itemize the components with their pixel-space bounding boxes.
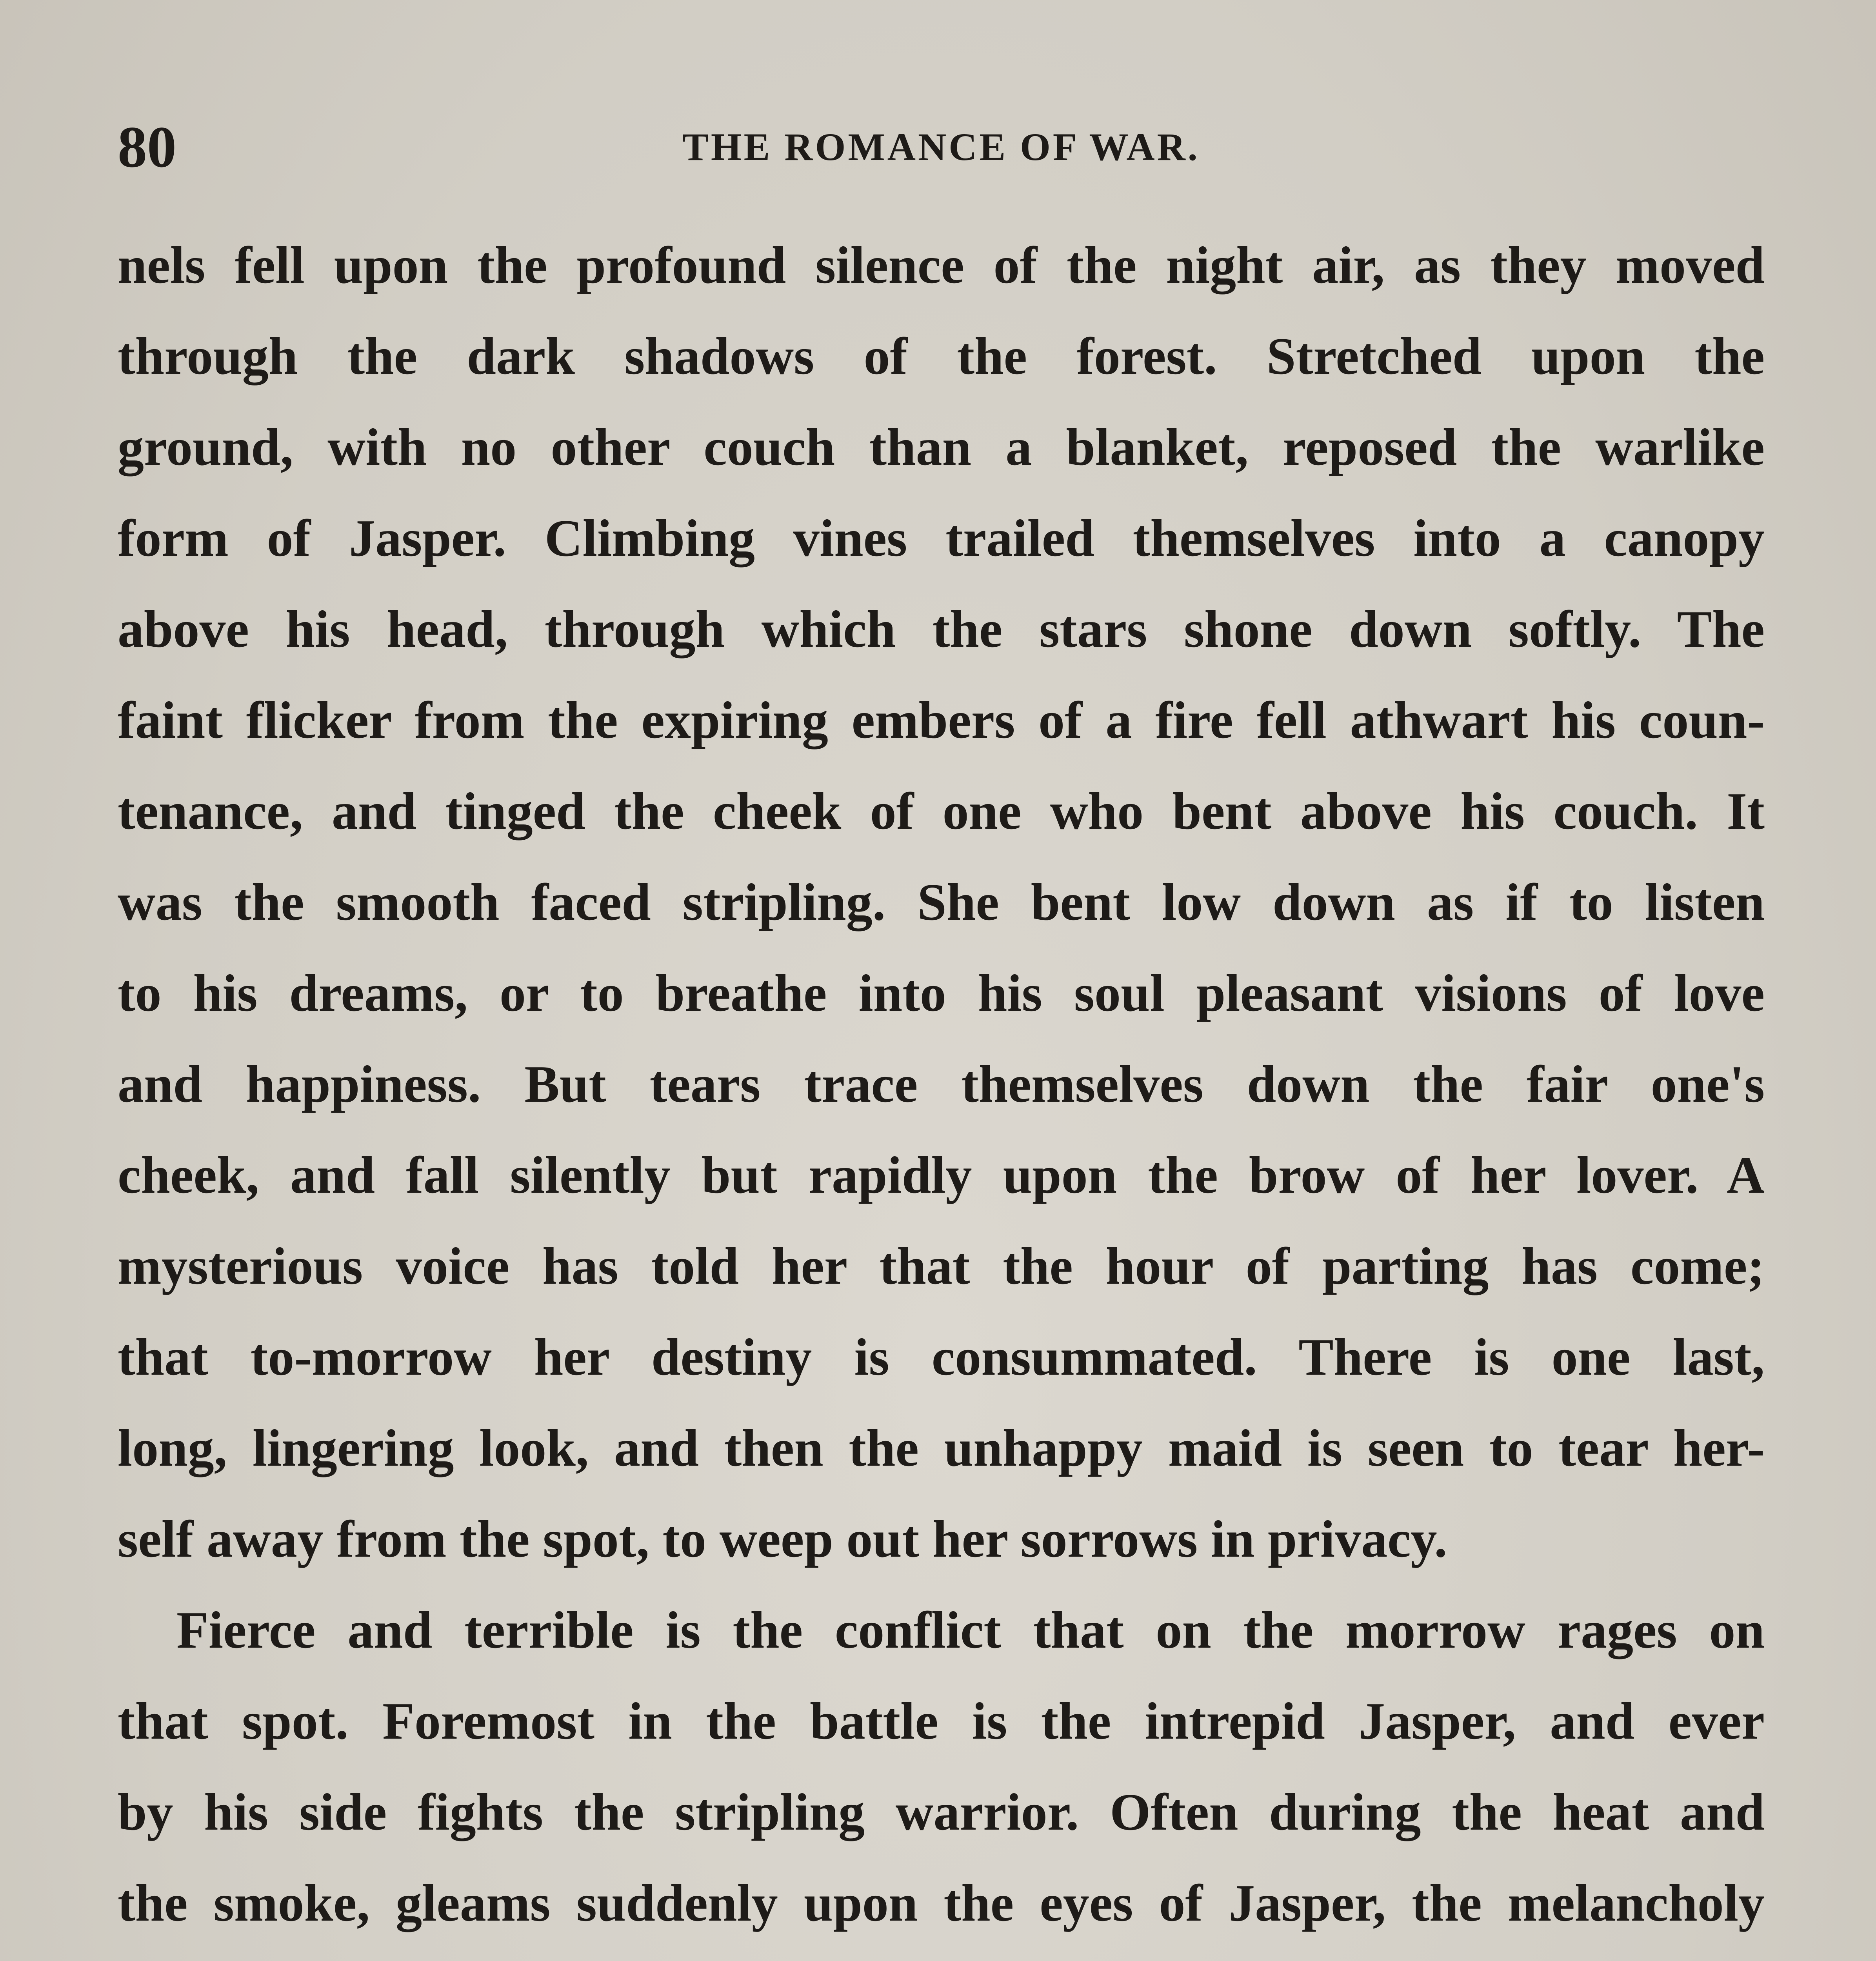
- running-title: THE ROMANCE OF WAR.: [682, 125, 1200, 169]
- body-text: [118, 220, 1765, 1961]
- text-line: form of Jasper. Climbing vines trailed themselves into a canopy: [118, 509, 1765, 567]
- text-line: cheek, and fall silently but rapidly upon the brow of her lover. A: [118, 1146, 1765, 1204]
- text-line: ground, with no other couch than a blanket, reposed the warlike: [118, 418, 1765, 476]
- text-line: the smoke, gleams suddenly upon the eyes of Jasper, the melancholy: [118, 1874, 1765, 1932]
- text-line: that to-morrow her destiny is consummated. There is one last,: [118, 1328, 1765, 1386]
- text-line: by his side fights the stripling warrior. Often during the heat and: [118, 1783, 1765, 1841]
- text-line: through the dark shadows of the forest. Stretched upon the: [118, 327, 1765, 385]
- text-line: was the smooth faced stripling. She bent low down as if to listen: [118, 873, 1765, 931]
- text-line: long, lingering look, and then the unhappy maid is seen to tear her-: [118, 1419, 1765, 1477]
- page-number: 80: [118, 115, 176, 180]
- text-line: faint flicker from the expiring embers of a fire fell athwart his coun-: [118, 691, 1765, 749]
- text-line: [118, 1948, 1765, 1961]
- text-line: mysterious voice has told her that the hour of parting has come;: [118, 1237, 1765, 1295]
- text-line: above his head, through which the stars shone down softly. The: [118, 600, 1765, 658]
- running-head: [118, 114, 1765, 180]
- text-line: nels fell upon the profound silence of the night air, as they moved: [118, 236, 1765, 294]
- text-line: and happiness. But tears trace themselves down the fair one's: [118, 1055, 1765, 1113]
- paragraph-end-line: self away from the spot, to weep out her sorrows in privacy.: [118, 1510, 1447, 1568]
- paragraph-start-line: Fierce and terrible is the conflict that on the morrow rages on: [176, 1601, 1765, 1659]
- text-line: to his dreams, or to breathe into his soul pleasant visions of love: [118, 964, 1765, 1022]
- text-line: tenance, and tinged the cheek of one who bent above his couch. It: [118, 782, 1765, 840]
- text-line: that spot. Foremost in the battle is the intrepid Jasper, and ever: [118, 1692, 1765, 1750]
